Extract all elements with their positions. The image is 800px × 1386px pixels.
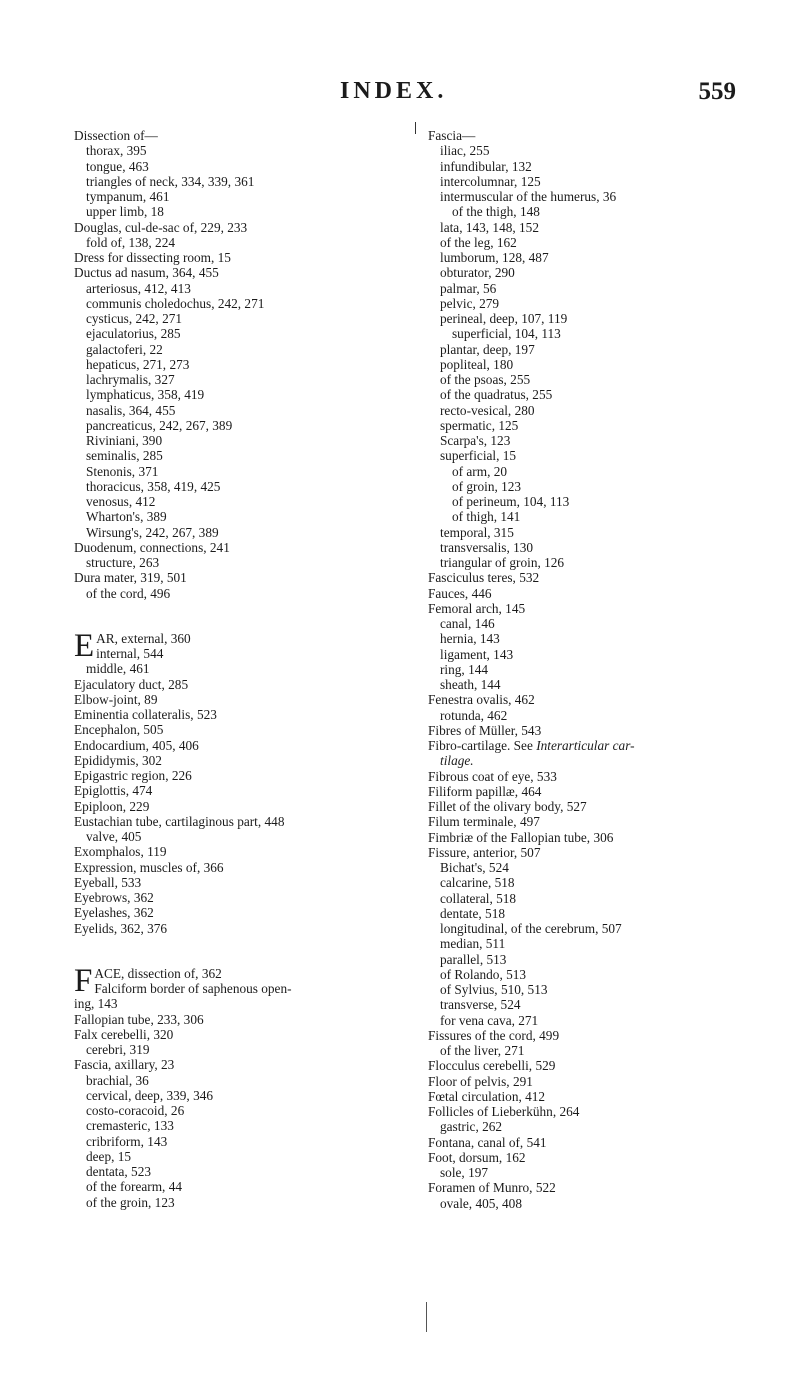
entry-text: costo-coracoid, 26 bbox=[86, 1103, 185, 1118]
entry-text: Bichat's, 524 bbox=[440, 860, 509, 875]
index-entry bbox=[74, 1118, 430, 1133]
index-entry bbox=[428, 814, 784, 829]
entry-text: temporal, 315 bbox=[440, 524, 514, 540]
index-entry bbox=[428, 494, 784, 509]
index-entry bbox=[74, 464, 430, 479]
index-entry bbox=[74, 586, 430, 601]
entry-text: cysticus, 242, 271 bbox=[86, 311, 183, 326]
entry-text: of the psoas, 255 bbox=[440, 372, 531, 387]
index-entry bbox=[74, 570, 430, 585]
index-entry bbox=[428, 204, 784, 219]
entry-text: Fimbriæ of the Fallopian tube, 306 bbox=[428, 829, 614, 845]
index-entry bbox=[74, 783, 430, 798]
index-entry bbox=[428, 982, 784, 997]
index-entry bbox=[428, 433, 784, 448]
entry-text: Douglas, cul-de-sac of, 229, 233 bbox=[74, 219, 248, 235]
index-entry bbox=[428, 525, 784, 540]
index-entry bbox=[428, 1196, 784, 1211]
entry-text: transverse, 524 bbox=[440, 997, 521, 1013]
index-entry bbox=[428, 952, 784, 967]
page-header bbox=[0, 78, 800, 108]
entry-text: intercolumnar, 125 bbox=[440, 173, 541, 189]
entry-text: for vena cava, 271 bbox=[440, 1012, 539, 1028]
entry-text: Dura mater, 319, 501 bbox=[74, 570, 187, 586]
entry-text: Elbow-joint, 89 bbox=[74, 691, 158, 707]
index-entry bbox=[428, 723, 784, 738]
entry-text: parallel, 513 bbox=[440, 951, 507, 967]
index-entry bbox=[74, 326, 430, 341]
index-entry bbox=[428, 220, 784, 235]
index-entry bbox=[428, 311, 784, 326]
entry-text: Fascia, axillary, 23 bbox=[74, 1057, 175, 1073]
index-entry bbox=[428, 509, 784, 524]
entry-text: Fillet of the olivary body, 527 bbox=[428, 799, 587, 814]
index-entry bbox=[428, 250, 784, 265]
index-entry bbox=[428, 143, 784, 158]
entry-text: Encephalon, 505 bbox=[74, 722, 164, 738]
page-number: 559 bbox=[698, 78, 736, 105]
entry-text: ligament, 143 bbox=[440, 646, 514, 662]
index-entry bbox=[428, 128, 784, 143]
entry-text: fold of, 138, 224 bbox=[86, 234, 176, 250]
index-entry bbox=[428, 281, 784, 296]
index-entry bbox=[428, 1135, 784, 1150]
index-entry bbox=[428, 936, 784, 951]
entry-text: Endocardium, 405, 406 bbox=[74, 737, 199, 753]
index-entry bbox=[428, 784, 784, 799]
index-entry bbox=[74, 311, 430, 326]
index-entry bbox=[428, 403, 784, 418]
entry-text: triangles of neck, 334, 339, 361 bbox=[86, 173, 255, 189]
entry-text: cremasteric, 133 bbox=[86, 1118, 174, 1134]
entry-text: Epigastric region, 226 bbox=[74, 768, 192, 783]
entry-text: Expression, muscles of, 366 bbox=[74, 859, 224, 875]
entry-text: venosus, 412 bbox=[86, 494, 156, 509]
entry-text: Fallopian tube, 233, 306 bbox=[74, 1011, 204, 1027]
index-entry bbox=[428, 1089, 784, 1104]
index-entry bbox=[74, 1042, 430, 1057]
index-entry bbox=[428, 387, 784, 402]
index-entry bbox=[428, 616, 784, 631]
entry-text: intermuscular of the humerus, 36 bbox=[440, 189, 617, 204]
entry-text: cerebri, 319 bbox=[86, 1042, 150, 1057]
entry-text: ejaculatorius, 285 bbox=[86, 326, 181, 342]
entry-text: Fibrous coat of eye, 533 bbox=[428, 768, 557, 784]
index-entry bbox=[428, 357, 784, 372]
index-entry bbox=[428, 647, 784, 662]
entry-text: pelvic, 279 bbox=[440, 295, 500, 311]
entry-text: nasalis, 364, 455 bbox=[86, 402, 176, 418]
entry-text: AR, external, 360 bbox=[96, 630, 191, 646]
entry-text: Wharton's, 389 bbox=[86, 509, 167, 525]
index-entry bbox=[428, 738, 784, 753]
entry-text: thorax, 395 bbox=[86, 143, 147, 159]
entry-text: of the groin, 123 bbox=[86, 1194, 175, 1210]
entry-text: Ejaculatory duct, 285 bbox=[74, 676, 189, 692]
entry-text: valve, 405 bbox=[86, 829, 142, 844]
index-entry bbox=[428, 662, 784, 677]
index-entry bbox=[428, 601, 784, 616]
entry-text: median, 511 bbox=[440, 936, 506, 952]
entry-text: Riviniani, 390 bbox=[86, 433, 163, 448]
entry-text: Fissures of the cord, 499 bbox=[428, 1027, 560, 1043]
entry-text: longitudinal, of the cerebrum, 507 bbox=[440, 921, 622, 936]
entry-text: deep, 15 bbox=[86, 1148, 132, 1164]
entry-text: Falx cerebelli, 320 bbox=[74, 1026, 174, 1042]
entry-text: dentata, 523 bbox=[86, 1164, 151, 1179]
entry-text: Epiglottis, 474 bbox=[74, 783, 153, 799]
entry-text: of the thigh, 148 bbox=[452, 204, 540, 220]
entry-text: pancreaticus, 242, 267, 389 bbox=[86, 417, 233, 433]
entry-text: Wirsung's, 242, 267, 389 bbox=[86, 524, 219, 540]
index-column-right bbox=[428, 128, 784, 1211]
entry-text: triangular of groin, 126 bbox=[440, 555, 565, 570]
entry-text: communis choledochus, 242, 271 bbox=[86, 295, 265, 311]
index-entry bbox=[428, 997, 784, 1012]
index-entry bbox=[428, 372, 784, 387]
index-entry bbox=[74, 1195, 430, 1210]
index-entry bbox=[74, 1164, 430, 1179]
index-entry bbox=[428, 418, 784, 433]
index-entry bbox=[428, 921, 784, 936]
entry-text: ring, 144 bbox=[440, 661, 489, 677]
index-entry bbox=[74, 661, 430, 676]
index-entry bbox=[74, 890, 430, 905]
section-gap bbox=[74, 936, 430, 966]
index-entry bbox=[428, 555, 784, 570]
index-entry bbox=[74, 814, 430, 829]
entry-text: tongue, 463 bbox=[86, 158, 149, 174]
index-entry bbox=[428, 586, 784, 601]
index-entry bbox=[428, 1119, 784, 1134]
entry-text: dentate, 518 bbox=[440, 905, 505, 921]
index-entry bbox=[74, 829, 430, 844]
index-entry bbox=[74, 479, 430, 494]
index-entry bbox=[74, 403, 430, 418]
entry-text: ACE, dissection of, 362 bbox=[94, 965, 222, 981]
index-entry bbox=[74, 433, 430, 448]
index-entry bbox=[428, 769, 784, 784]
entry-text: Filum terminale, 497 bbox=[428, 814, 540, 830]
index-entry bbox=[74, 418, 430, 433]
index-entry bbox=[74, 448, 430, 463]
index-entry bbox=[428, 1074, 784, 1089]
index-entry bbox=[428, 845, 784, 860]
index-entry bbox=[74, 738, 430, 753]
index-entry bbox=[428, 692, 784, 707]
entry-text: Dissection of— bbox=[74, 128, 158, 143]
index-entry bbox=[428, 677, 784, 692]
index-entry bbox=[428, 1165, 784, 1180]
entry-text: tympanum, 461 bbox=[86, 189, 170, 204]
entry-text: transversalis, 130 bbox=[440, 539, 534, 555]
index-entry bbox=[428, 830, 784, 845]
index-entry bbox=[74, 1057, 430, 1072]
entry-text: Eyebrows, 362 bbox=[74, 890, 154, 905]
index-entry bbox=[428, 265, 784, 280]
entry-text: cribriform, 143 bbox=[86, 1133, 168, 1149]
index-entry bbox=[74, 281, 430, 296]
entry-text: sole, 197 bbox=[440, 1165, 489, 1180]
index-entry bbox=[74, 159, 430, 174]
entry-text: lachrymalis, 327 bbox=[86, 372, 175, 387]
entry-text: thoracicus, 358, 419, 425 bbox=[86, 478, 221, 494]
page-title: INDEX. bbox=[340, 78, 448, 104]
entry-text: middle, 461 bbox=[86, 661, 150, 677]
entry-text: Fascia— bbox=[428, 128, 476, 143]
index-entry bbox=[428, 891, 784, 906]
index-entry bbox=[428, 753, 784, 768]
entry-text: Fasciculus teres, 532 bbox=[428, 570, 540, 586]
index-entry bbox=[74, 905, 430, 920]
index-entry bbox=[428, 570, 784, 585]
index-entry bbox=[74, 1103, 430, 1118]
entry-text: obturator, 290 bbox=[440, 265, 515, 281]
entry-text: Fontana, canal of, 541 bbox=[428, 1134, 547, 1150]
entry-text: Filiform papillæ, 464 bbox=[428, 783, 542, 799]
index-entry bbox=[74, 235, 430, 250]
entry-text: collateral, 518 bbox=[440, 890, 517, 906]
entry-text: of thigh, 141 bbox=[452, 509, 521, 525]
index-entry bbox=[428, 631, 784, 646]
section-gap bbox=[74, 601, 430, 631]
index-entry bbox=[74, 722, 430, 737]
entry-text: of the leg, 162 bbox=[440, 234, 517, 250]
entry-text: Epididymis, 302 bbox=[74, 752, 162, 768]
entry-text: iliac, 255 bbox=[440, 143, 490, 159]
index-entry bbox=[428, 159, 784, 174]
entry-text: internal, 544 bbox=[96, 646, 164, 661]
index-entry bbox=[428, 540, 784, 555]
entry-text: structure, 263 bbox=[86, 555, 160, 570]
entry-text: lata, 143, 148, 152 bbox=[440, 219, 539, 235]
entry-text: calcarine, 518 bbox=[440, 875, 515, 891]
entry-text: Eyeball, 533 bbox=[74, 874, 142, 890]
index-entry bbox=[74, 296, 430, 311]
entry-text: infundibular, 132 bbox=[440, 158, 532, 174]
entry-text: superficial, 15 bbox=[440, 448, 517, 464]
entry-text: brachial, 36 bbox=[86, 1072, 149, 1088]
entry-text: Foot, dorsum, 162 bbox=[428, 1149, 526, 1165]
entry-text: Ductus ad nasum, 364, 455 bbox=[74, 265, 219, 281]
index-entry bbox=[428, 1028, 784, 1043]
index-entry bbox=[428, 708, 784, 723]
index-entry bbox=[74, 707, 430, 722]
index-entry bbox=[428, 1150, 784, 1165]
index-entry bbox=[428, 1180, 784, 1195]
entry-text: spermatic, 125 bbox=[440, 417, 519, 433]
entry-text: Stenonis, 371 bbox=[86, 463, 159, 479]
margin-mark bbox=[426, 1302, 427, 1332]
entry-text: Eustachian tube, cartilaginous part, 448 bbox=[74, 813, 285, 829]
entry-text: Epiploon, 229 bbox=[74, 798, 150, 814]
entry-text: popliteal, 180 bbox=[440, 356, 514, 372]
index-entry bbox=[428, 464, 784, 479]
entry-text: Falciform border of saphenous open- bbox=[94, 981, 292, 996]
entry-text: hernia, 143 bbox=[440, 631, 500, 647]
entry-text: sheath, 144 bbox=[440, 677, 501, 692]
entry-text: of Sylvius, 510, 513 bbox=[440, 982, 548, 997]
index-entry bbox=[428, 326, 784, 341]
index-entry bbox=[74, 525, 430, 540]
index-entry bbox=[428, 189, 784, 204]
entry-text: rotunda, 462 bbox=[440, 707, 508, 723]
index-entry bbox=[74, 189, 430, 204]
index-entry bbox=[74, 342, 430, 357]
drop-initial: F bbox=[74, 962, 93, 999]
index-entry bbox=[74, 1179, 430, 1194]
entry-text: Fibres of Müller, 543 bbox=[428, 722, 542, 738]
index-entry bbox=[74, 387, 430, 402]
index-column-left bbox=[74, 128, 430, 1210]
entry-text: ovale, 405, 408 bbox=[440, 1195, 522, 1211]
entry-text: plantar, deep, 197 bbox=[440, 341, 535, 357]
entry-text: arteriosus, 412, 413 bbox=[86, 280, 191, 296]
index-entry bbox=[74, 1088, 430, 1103]
entry-text: upper limb, 18 bbox=[86, 204, 164, 220]
entry-text: Fissure, anterior, 507 bbox=[428, 844, 541, 860]
entry-text: of perineum, 104, 113 bbox=[452, 494, 570, 509]
entry-text: Foramen of Munro, 522 bbox=[428, 1180, 556, 1196]
index-entry bbox=[428, 1058, 784, 1073]
index-entry bbox=[74, 494, 430, 509]
index-entry bbox=[74, 646, 430, 661]
index-entry bbox=[74, 357, 430, 372]
index-entry bbox=[74, 509, 430, 524]
entry-text: of groin, 123 bbox=[452, 478, 522, 494]
index-entry bbox=[428, 342, 784, 357]
entry-text: Fibro-cartilage. See bbox=[428, 738, 537, 753]
entry-text: gastric, 262 bbox=[440, 1119, 503, 1135]
index-entry bbox=[74, 875, 430, 890]
index-entry bbox=[74, 844, 430, 859]
entry-text: palmar, 56 bbox=[440, 280, 497, 296]
index-entry bbox=[74, 753, 430, 768]
entry-text: canal, 146 bbox=[440, 616, 495, 631]
index-entry bbox=[74, 555, 430, 570]
entry-text: of Rolando, 513 bbox=[440, 966, 527, 982]
index-entry bbox=[74, 677, 430, 692]
entry-text: lumborum, 128, 487 bbox=[440, 250, 549, 265]
index-entry bbox=[74, 996, 430, 1011]
cross-reference: tilage. bbox=[440, 753, 474, 769]
entry-text: hepaticus, 271, 273 bbox=[86, 356, 190, 372]
entry-text: Eminentia collateralis, 523 bbox=[74, 707, 217, 722]
index-entry bbox=[74, 250, 430, 265]
entry-text: Fenestra ovalis, 462 bbox=[428, 692, 535, 708]
entry-text: of the quadratus, 255 bbox=[440, 387, 553, 403]
index-entry bbox=[428, 860, 784, 875]
entry-text: recto-vesical, 280 bbox=[440, 402, 535, 418]
index-entry bbox=[74, 220, 430, 235]
index-entry bbox=[74, 204, 430, 219]
index-entry bbox=[74, 1149, 430, 1164]
entry-text: Eyelids, 362, 376 bbox=[74, 920, 168, 936]
index-entry bbox=[74, 921, 430, 936]
cross-reference: Interarticular car- bbox=[536, 738, 635, 753]
index-entry bbox=[74, 372, 430, 387]
entry-text: of the liver, 271 bbox=[440, 1043, 525, 1058]
entry-text: galactoferi, 22 bbox=[86, 341, 163, 357]
entry-text: of the cord, 496 bbox=[86, 585, 171, 601]
entry-text: Fœtal circulation, 412 bbox=[428, 1088, 546, 1104]
index-entry bbox=[74, 265, 430, 280]
index-entry bbox=[428, 479, 784, 494]
index-entry bbox=[428, 906, 784, 921]
index-entry bbox=[74, 768, 430, 783]
entry-text: ing, 143 bbox=[74, 996, 118, 1012]
index-entry bbox=[74, 799, 430, 814]
entry-text: of the forearm, 44 bbox=[86, 1179, 182, 1195]
drop-initial: E bbox=[74, 627, 95, 664]
entry-text: Eyelashes, 362 bbox=[74, 905, 154, 921]
entry-text: superficial, 104, 113 bbox=[452, 326, 561, 342]
entry-text: Dress for dissecting room, 15 bbox=[74, 250, 231, 265]
index-entry bbox=[428, 1104, 784, 1119]
entry-text: of arm, 20 bbox=[452, 463, 508, 479]
entry-text: Femoral arch, 145 bbox=[428, 600, 526, 616]
index-entry bbox=[74, 860, 430, 875]
index-entry bbox=[428, 799, 784, 814]
index-entry bbox=[428, 967, 784, 982]
index-entry bbox=[428, 875, 784, 890]
entry-text: Scarpa's, 123 bbox=[440, 433, 511, 448]
index-entry bbox=[428, 296, 784, 311]
entry-text: cervical, deep, 339, 346 bbox=[86, 1087, 214, 1103]
index-entry bbox=[428, 1043, 784, 1058]
index-entry bbox=[428, 174, 784, 189]
entry-text: Floor of pelvis, 291 bbox=[428, 1073, 533, 1089]
entry-text: lymphaticus, 358, 419 bbox=[86, 387, 205, 403]
index-entry bbox=[74, 174, 430, 189]
entry-text: Exomphalos, 119 bbox=[74, 844, 167, 860]
entry-text: Flocculus cerebelli, 529 bbox=[428, 1058, 556, 1074]
index-entry bbox=[74, 1134, 430, 1149]
index-entry bbox=[428, 1013, 784, 1028]
index-entry bbox=[74, 1027, 430, 1042]
entry-text: Follicles of Lieberkühn, 264 bbox=[428, 1104, 580, 1119]
index-entry bbox=[428, 448, 784, 463]
index-entry bbox=[74, 128, 430, 143]
entry-text: Duodenum, connections, 241 bbox=[74, 539, 230, 555]
index-entry bbox=[74, 1073, 430, 1088]
entry-text: seminalis, 285 bbox=[86, 448, 163, 464]
entry-text: perineal, deep, 107, 119 bbox=[440, 311, 568, 326]
index-entry bbox=[74, 692, 430, 707]
entry-text: Fauces, 446 bbox=[428, 585, 492, 601]
index-entry bbox=[74, 143, 430, 158]
index-entry bbox=[74, 981, 430, 996]
index-entry bbox=[74, 540, 430, 555]
index-entry bbox=[428, 235, 784, 250]
index-entry bbox=[74, 1012, 430, 1027]
